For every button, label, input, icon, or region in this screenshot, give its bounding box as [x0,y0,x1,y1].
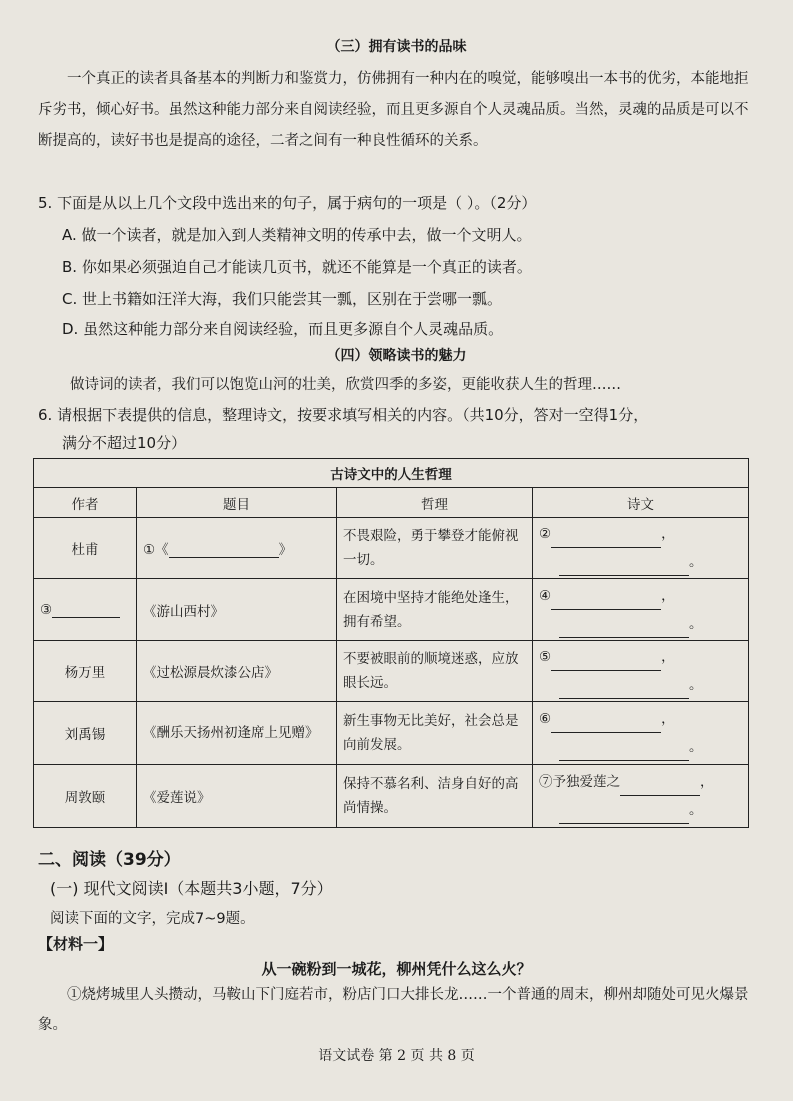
row-5-verse-blank-a[interactable] [620,782,700,797]
row-5-verse-cell: ⑦予独爱莲之 ， 。 [533,765,749,828]
row-2-author: ③ [40,601,53,618]
row-3-verse-cell: ⑤ ， 。 [533,641,749,702]
row-4-verse-cell: ⑥ ， 。 [533,702,749,765]
section-4-paragraph: 做诗词的读者，我们可以饱览山河的壮美，欣赏四季的多姿，更能收获人生的哲理…… [70,377,621,393]
material-label: 【材料一】 [38,935,114,953]
row-3-verse-blank-a[interactable] [551,657,661,672]
row-4-author: 刘禹锡 [34,702,137,765]
row-4-philosophy: 新生事物无比美好，社会总是向前发展。 [337,702,533,765]
row-4-title: 《酬乐天扬州初逢席上见赠》 [137,702,337,765]
section-3-paragraph: 一个真正的读者具备基本的判断力和鉴赏力，仿佛拥有一种内在的嗅觉，能够嗅出一本书的优劣，本能地拒斥劣书，倾心好书。虽然这种能力部分来自阅读经验，而且更多源自个人灵魂品质。当然，灵魂的品质是可以不断提高的，读好书也是提高的途径，二者之间有一种良性循环的关系。 [38,71,749,149]
question-5-stem: 5. 下面是从以上几个文段中选出来的句子，属于病句的一项是（ ）。（2分） [38,194,537,212]
row-2-verse-blank-a[interactable] [551,595,661,610]
row-3-author: 杨万里 [34,641,137,702]
question-5-option-b: B. 你如果必须强迫自己才能读几页书，就还不能算是一个真正的读者。 [62,258,532,276]
row-2-verse-cell: ④ ， 。 [533,578,749,641]
row-2-verse-blank-b[interactable] [559,623,689,638]
row-1-verse-blank-b[interactable] [559,561,689,576]
question-5-option-d: D. 虽然这种能力部分来自阅读经验，而且更多源自个人灵魂品质。 [62,320,504,338]
row-4-verse-blank-b[interactable] [559,747,689,762]
question-5-option-c: C. 世上书籍如汪洋大海，我们只能尝其一瓢，区别在于尝哪一瓢。 [62,290,503,308]
row-1-title-blank[interactable] [169,543,279,558]
row-2-author-blank[interactable] [52,603,120,618]
section-4-title: （四）领略读书的魅力 [326,348,467,364]
poetry-philosophy-table [33,458,749,828]
row-4-verse-label: ⑥ [539,711,552,728]
row-1-title-suffix: 》 [278,541,293,558]
table-row [34,702,749,765]
header-verse: 诗文 [533,488,749,517]
row-1-title-prefix: ①《 [143,541,169,558]
question-6-stem-line-1: 6. 请根据下表提供的信息，整理诗文，按要求填写相关的内容。（共10分，答对一空得1分， [38,406,649,424]
row-5-title: 《爱莲说》 [137,765,337,828]
row-1-verse-label: ② [539,525,552,542]
article-paragraph: ①烧烤城里人头攒动，马鞍山下门庭若市，粉店门口大排长龙……一个普通的周末，柳州却随处可见火爆景象。 [38,987,749,1033]
question-6-stem-line-2: 满分不超过10分） [62,434,187,452]
table-row [34,765,749,828]
reading-instruction: 阅读下面的文字，完成7~9题。 [50,911,255,927]
row-1-philosophy: 不畏艰险，勇于攀登才能俯视一切。 [337,517,533,578]
header-title: 题目 [137,488,337,517]
table-row [34,517,749,578]
row-1-verse-blank-a[interactable] [551,533,661,548]
header-philosophy: 哲理 [337,488,533,517]
row-1-verse-cell: ② ， 。 [533,517,749,578]
header-author: 作者 [34,488,137,517]
table-title: 古诗文中的人生哲理 [34,459,749,488]
table-row [34,641,749,702]
part-2-heading: 二、阅读（39分） [38,850,181,870]
row-3-title: 《过松源晨炊漆公店》 [137,641,337,702]
row-3-philosophy: 不要被眼前的顺境迷惑，应放眼长远。 [337,641,533,702]
row-1-author: 杜甫 [34,517,137,578]
row-5-philosophy: 保持不慕名利、洁身自好的高尚情操。 [337,765,533,828]
row-3-verse-blank-b[interactable] [559,685,689,700]
row-4-verse-blank-a[interactable] [551,719,661,734]
article-title: 从一碗粉到一城花，柳州凭什么这么火？ [261,960,532,978]
row-5-author: 周敦颐 [34,765,137,828]
question-5-option-a: A. 做一个读者，就是加入到人类精神文明的传承中去，做一个文明人。 [62,226,532,244]
page-footer: 语文试卷 第 2 页 共 8 页 [318,1048,475,1064]
row-2-philosophy: 在困境中坚持才能绝处逢生，拥有希望。 [337,578,533,641]
part-2-subheading: (一) 现代文阅读Ⅰ（本题共3小题，7分） [50,879,333,898]
section-3-title: （三）拥有读书的品味 [326,39,467,55]
row-2-author-cell [34,578,137,641]
row-3-verse-label: ⑤ [539,649,552,666]
row-5-verse-label: ⑦予独爱莲之 [539,774,620,791]
table-header-row [34,488,749,517]
row-2-title: 《游山西村》 [137,578,337,641]
table-row [34,578,749,641]
row-5-verse-blank-b[interactable] [559,810,689,825]
row-1-title-cell [137,517,337,578]
row-2-verse-label: ④ [539,587,552,604]
